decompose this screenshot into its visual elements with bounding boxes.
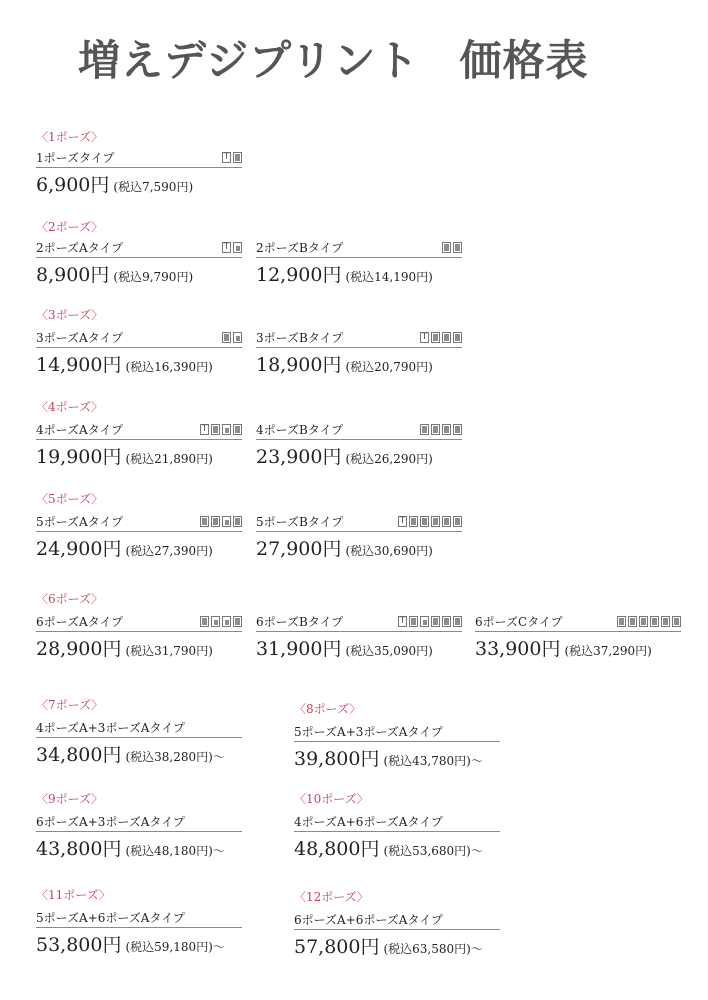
item-price-row [36, 930, 242, 957]
price-item [36, 810, 242, 861]
price-item [36, 326, 242, 377]
photo-icon [431, 616, 440, 627]
layout-icons [398, 516, 462, 527]
item-price-row [36, 634, 242, 661]
price-item [256, 510, 462, 561]
price: 28,900円 [36, 638, 122, 660]
item-price-row [475, 634, 681, 661]
item-header [36, 146, 242, 168]
photo-icon [442, 332, 451, 343]
photo-icon [442, 616, 451, 627]
item-price-row [294, 744, 500, 771]
price-with-tax: (税込16,390円) [125, 360, 213, 374]
price: 24,900円 [36, 538, 122, 560]
item-name: 4ポーズAタイプ [36, 423, 124, 437]
price-item [256, 418, 462, 469]
item-name: 1ポーズタイプ [36, 151, 115, 165]
item-price-row [294, 834, 500, 861]
photo-icon [453, 516, 462, 527]
photo-icon [442, 242, 451, 253]
item-name: 5ポーズBタイプ [256, 515, 344, 529]
photo-icon [409, 616, 418, 627]
item-price-row [294, 932, 500, 959]
price-item [256, 236, 462, 287]
photo-icon [420, 516, 429, 527]
photo-icon [442, 424, 451, 435]
price: 31,900円 [256, 638, 342, 660]
layout-icons [420, 332, 462, 343]
section-label: 〈11ポーズ〉 [36, 888, 111, 902]
item-header [36, 610, 242, 632]
price-item [36, 610, 242, 661]
item-header [36, 716, 242, 738]
item-price-row [36, 170, 242, 197]
item-name: 5ポーズA+6ポーズAタイプ [36, 911, 185, 925]
price-item [36, 510, 242, 561]
item-name: 6ポーズAタイプ [36, 615, 124, 629]
section-label: 〈9ポーズ〉 [36, 792, 104, 806]
item-price-row [36, 260, 242, 287]
layout-icons [420, 424, 462, 435]
item-name: 4ポーズA+3ポーズAタイプ [36, 721, 185, 735]
price-item [36, 146, 242, 197]
price-with-tax: (税込20,790円) [345, 360, 433, 374]
section-label: 〈3ポーズ〉 [36, 308, 104, 322]
price: 14,900円 [36, 354, 122, 376]
item-price-row [256, 260, 462, 287]
price: 27,900円 [256, 538, 342, 560]
price: 34,800円 [36, 744, 122, 766]
price-with-tax: (税込9,790円) [113, 270, 194, 284]
photo-icon [233, 424, 242, 435]
photo-icon [200, 516, 209, 527]
page-title [78, 28, 589, 88]
item-name: 4ポーズA+6ポーズAタイプ [294, 815, 443, 829]
small-photo-icon [420, 616, 429, 627]
item-header [475, 610, 681, 632]
text-box-icon [398, 616, 407, 627]
item-name: 5ポーズA+3ポーズAタイプ [294, 725, 443, 739]
small-photo-icon [233, 332, 242, 343]
text-box-icon [200, 424, 209, 435]
price: 12,900円 [256, 264, 342, 286]
photo-icon [431, 516, 440, 527]
small-photo-icon [222, 424, 231, 435]
price-item [36, 236, 242, 287]
photo-icon [431, 424, 440, 435]
title-sub: 価格表 [459, 36, 589, 85]
photo-icon [453, 332, 462, 343]
price-with-tax: (税込53,680円)〜 [383, 844, 483, 858]
price-with-tax: (税込26,290円) [345, 452, 433, 466]
price-item [36, 716, 242, 767]
item-price-row [256, 350, 462, 377]
photo-icon [222, 332, 231, 343]
price-item [256, 326, 462, 377]
item-header [294, 810, 500, 832]
price-item [36, 906, 242, 957]
section-label: 〈12ポーズ〉 [294, 890, 369, 904]
item-price-row [256, 442, 462, 469]
item-header [294, 908, 500, 930]
section-label: 〈1ポーズ〉 [36, 130, 104, 144]
price-with-tax: (税込37,290円) [564, 644, 652, 658]
price: 48,800円 [294, 838, 380, 860]
item-name: 6ポーズA+6ポーズAタイプ [294, 913, 443, 927]
price-item [475, 610, 681, 661]
price-with-tax: (税込48,180円)〜 [125, 844, 225, 858]
price-with-tax: (税込30,690円) [345, 544, 433, 558]
price: 8,900円 [36, 264, 110, 286]
item-price-row [256, 534, 462, 561]
photo-icon [200, 616, 209, 627]
photo-icon [650, 616, 659, 627]
text-box-icon [222, 152, 231, 163]
small-photo-icon [233, 242, 242, 253]
item-price-row [36, 534, 242, 561]
item-header [36, 810, 242, 832]
item-name: 2ポーズBタイプ [256, 241, 344, 255]
photo-icon [453, 242, 462, 253]
item-header [256, 610, 462, 632]
photo-icon [233, 616, 242, 627]
section-label: 〈10ポーズ〉 [294, 792, 369, 806]
photo-icon [617, 616, 626, 627]
price: 39,800円 [294, 748, 380, 770]
item-header [36, 906, 242, 928]
text-box-icon [398, 516, 407, 527]
photo-icon [453, 424, 462, 435]
item-price-row [36, 740, 242, 767]
item-name: 6ポーズCタイプ [475, 615, 563, 629]
price-with-tax: (税込63,580円)〜 [383, 942, 483, 956]
photo-icon [661, 616, 670, 627]
layout-icons [200, 424, 242, 435]
layout-icons [222, 242, 242, 253]
photo-icon [233, 516, 242, 527]
section-label: 〈8ポーズ〉 [294, 702, 362, 716]
price: 43,800円 [36, 838, 122, 860]
item-header [256, 326, 462, 348]
layout-icons [200, 616, 242, 627]
section-label: 〈6ポーズ〉 [36, 592, 104, 606]
price: 57,800円 [294, 936, 380, 958]
price-with-tax: (税込35,090円) [345, 644, 433, 658]
layout-icons [222, 332, 242, 343]
price: 6,900円 [36, 174, 110, 196]
item-name: 5ポーズAタイプ [36, 515, 124, 529]
price-item [294, 810, 500, 861]
price-with-tax: (税込38,280円)〜 [125, 750, 225, 764]
small-photo-icon [222, 516, 231, 527]
item-header [256, 418, 462, 440]
photo-icon [420, 424, 429, 435]
item-header [36, 510, 242, 532]
item-header [36, 418, 242, 440]
item-name: 6ポーズA+3ポーズAタイプ [36, 815, 185, 829]
price-item [294, 908, 500, 959]
price: 53,800円 [36, 934, 122, 956]
item-price-row [256, 634, 462, 661]
price-with-tax: (税込14,190円) [345, 270, 433, 284]
item-price-row [36, 350, 242, 377]
price: 18,900円 [256, 354, 342, 376]
item-name: 3ポーズAタイプ [36, 331, 124, 345]
photo-icon [442, 516, 451, 527]
item-name: 3ポーズBタイプ [256, 331, 344, 345]
photo-icon [409, 516, 418, 527]
small-photo-icon [222, 616, 231, 627]
price-item [36, 418, 242, 469]
section-label: 〈4ポーズ〉 [36, 400, 104, 414]
layout-icons [617, 616, 681, 627]
item-header [256, 236, 462, 258]
photo-icon [431, 332, 440, 343]
price-with-tax: (税込31,790円) [125, 644, 213, 658]
photo-icon [672, 616, 681, 627]
photo-icon [453, 616, 462, 627]
item-header [36, 326, 242, 348]
layout-icons [398, 616, 462, 627]
price-with-tax: (税込21,890円) [125, 452, 213, 466]
item-name: 4ポーズBタイプ [256, 423, 344, 437]
item-header [36, 236, 242, 258]
price: 33,900円 [475, 638, 561, 660]
item-name: 6ポーズBタイプ [256, 615, 344, 629]
photo-icon [628, 616, 637, 627]
title-main: 増えデジプリント [78, 36, 420, 85]
price-with-tax: (税込59,180円)〜 [125, 940, 225, 954]
price-with-tax: (税込27,390円) [125, 544, 213, 558]
price-item [294, 720, 500, 771]
layout-icons [222, 152, 242, 163]
price-item [256, 610, 462, 661]
section-label: 〈2ポーズ〉 [36, 220, 104, 234]
photo-icon [211, 516, 220, 527]
photo-icon [211, 424, 220, 435]
price-with-tax: (税込7,590円) [113, 180, 194, 194]
layout-icons [442, 242, 462, 253]
item-price-row [36, 834, 242, 861]
photo-icon [639, 616, 648, 627]
item-header [256, 510, 462, 532]
text-box-icon [222, 242, 231, 253]
section-label: 〈5ポーズ〉 [36, 492, 104, 506]
item-price-row [36, 442, 242, 469]
section-label: 〈7ポーズ〉 [36, 698, 104, 712]
price-with-tax: (税込43,780円)〜 [383, 754, 483, 768]
layout-icons [200, 516, 242, 527]
photo-icon [233, 152, 242, 163]
item-header [294, 720, 500, 742]
price: 19,900円 [36, 446, 122, 468]
price: 23,900円 [256, 446, 342, 468]
item-name: 2ポーズAタイプ [36, 241, 124, 255]
text-box-icon [420, 332, 429, 343]
small-photo-icon [211, 616, 220, 627]
